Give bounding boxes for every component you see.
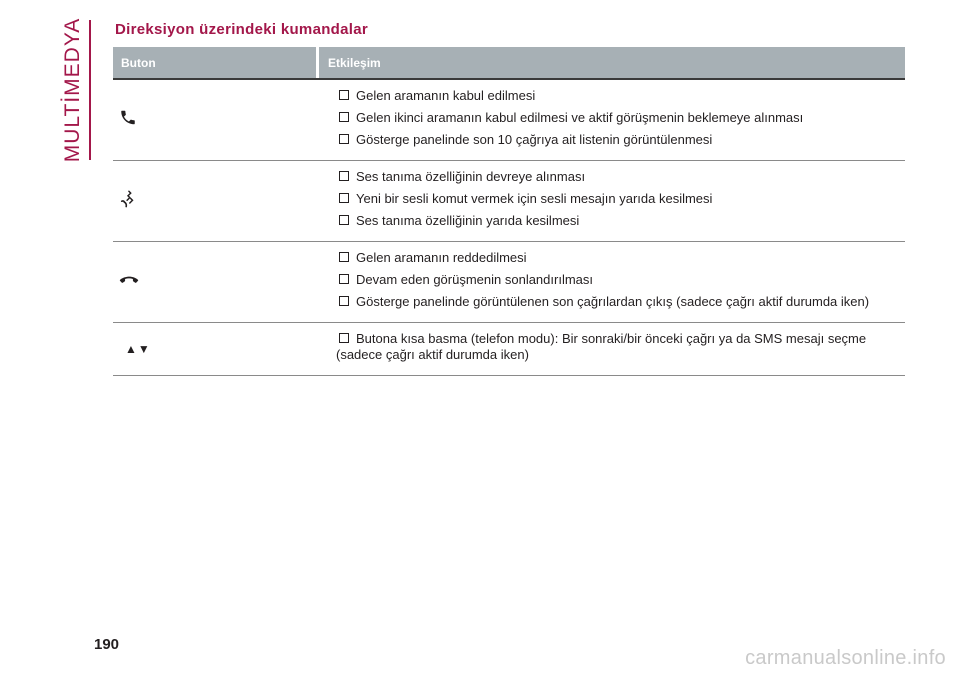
checkbox-bullet-icon: [339, 333, 349, 343]
interaction-cell: [336, 161, 905, 241]
icon-cell: [113, 242, 336, 322]
up-down-arrows-icon: ▲▼: [125, 342, 151, 356]
table-header: [113, 47, 905, 80]
interaction-cell: [336, 323, 905, 375]
checkbox-bullet-icon: [339, 134, 349, 144]
icon-cell: [113, 80, 336, 160]
table-row: [113, 80, 905, 161]
list-item: Yeni bir sesli komut vermek için sesli mesajın yarıda kesilmesi: [336, 191, 905, 207]
list-item: Gösterge panelinde görüntülenen son çağrılardan çıkış (sadece çağrı aktif durumda iken): [336, 294, 905, 310]
icon-cell: [113, 323, 336, 375]
side-section-label: [60, 17, 86, 163]
checkbox-bullet-icon: [339, 171, 349, 181]
controls-table: [113, 47, 905, 376]
checkbox-bullet-icon: [339, 274, 349, 284]
header-interaction: Etkileşim: [319, 47, 905, 78]
side-section-rule: [89, 20, 91, 160]
header-button: Buton: [113, 47, 316, 78]
list-item: Ses tanıma özelliğinin yarıda kesilmesi: [336, 213, 905, 229]
list-item: Gelen aramanın reddedilmesi: [336, 250, 905, 266]
checkbox-bullet-icon: [339, 215, 349, 225]
section-title: Direksiyon üzerindeki kumandalar: [115, 21, 369, 38]
phone-hangup-icon: [119, 273, 139, 291]
interaction-cell: [336, 80, 905, 160]
list-item: Ses tanıma özelliğinin devreye alınması: [336, 169, 905, 185]
interaction-cell: [336, 242, 905, 322]
checkbox-bullet-icon: [339, 112, 349, 122]
table-row: [113, 161, 905, 242]
checkbox-bullet-icon: [339, 252, 349, 262]
table-row: [113, 323, 905, 376]
icon-cell: [113, 161, 336, 241]
page-number: 190: [94, 636, 120, 653]
list-item: Gelen ikinci aramanın kabul edilmesi ve aktif görüşmenin beklemeye alınması: [336, 110, 905, 126]
checkbox-bullet-icon: [339, 296, 349, 306]
checkbox-bullet-icon: [339, 193, 349, 203]
phone-answer-icon: [119, 109, 137, 132]
list-item: Gösterge panelinde son 10 çağrıya ait listenin görüntülenmesi: [336, 132, 905, 148]
side-section-label-text: MULTİMEDYA: [61, 17, 84, 163]
list-item: Devam eden görüşmenin sonlandırılması: [336, 272, 905, 288]
watermark: carmanualsonline.info: [745, 647, 946, 669]
checkbox-bullet-icon: [339, 90, 349, 100]
table-row: [113, 242, 905, 323]
voice-command-icon: [119, 189, 137, 214]
list-item: Butona kısa basma (telefon modu): Bir sonraki/bir önceki çağrı ya da SMS mesajı seçme (sadece çağrı aktif durumda iken): [336, 331, 867, 362]
list-item: Gelen aramanın kabul edilmesi: [336, 88, 905, 104]
